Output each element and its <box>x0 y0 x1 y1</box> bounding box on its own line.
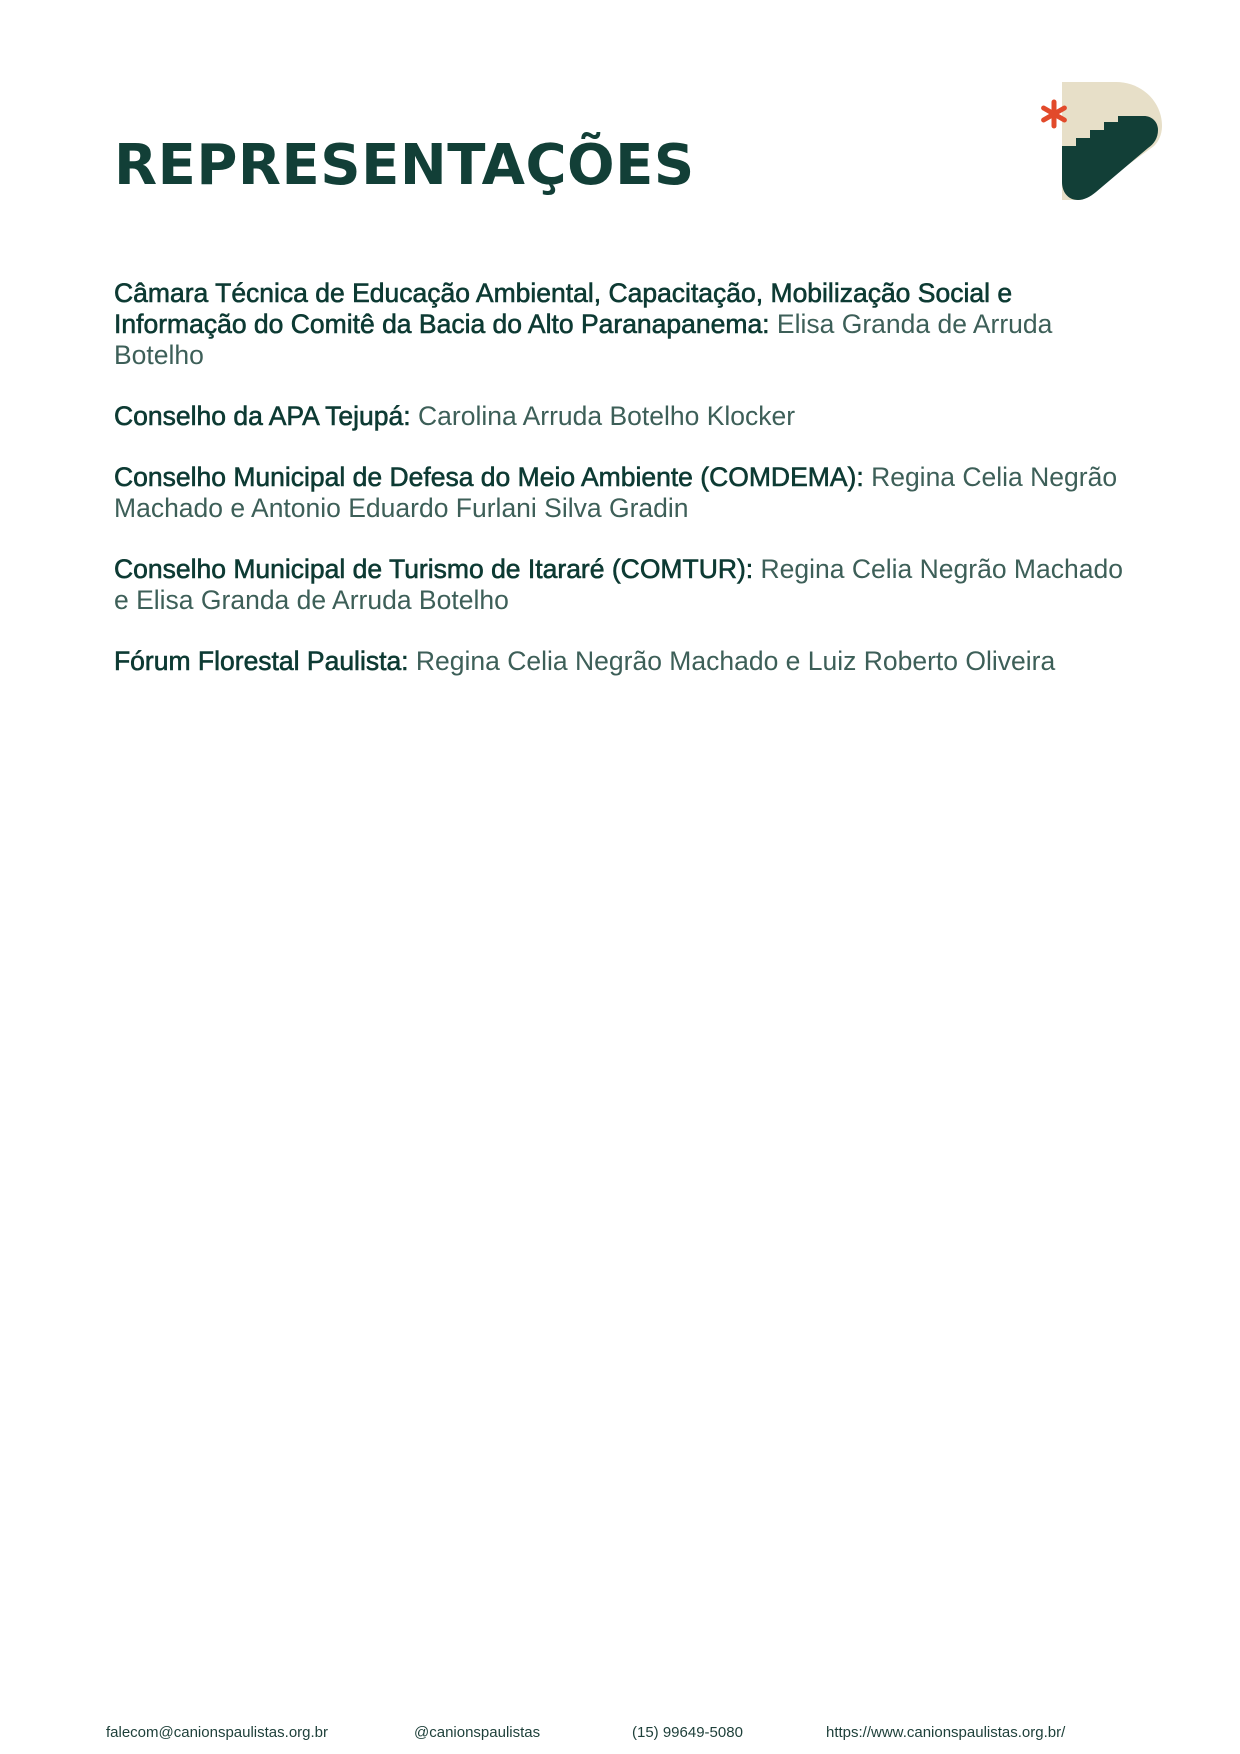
footer <box>0 1724 1240 1748</box>
entry-names: Regina Celia Negrão Machado e Antonio Eduardo Furlani Silva Gradin <box>114 462 1118 523</box>
page-title: REPRESENTAÇÕES <box>114 133 695 198</box>
entry-label: Conselho da APA Tejupá: <box>114 401 411 431</box>
entry-label: Câmara Técnica de Educação Ambiental, Capacitação, Mobilização Social e Informação do Comitê da Bacia do Alto Paranapanema: <box>114 278 1013 339</box>
entry-names: Carolina Arruda Botelho Klocker <box>418 401 796 431</box>
entry-names: Elisa Granda de Arruda Botelho <box>114 309 1053 370</box>
entry-label: Conselho Municipal de Defesa do Meio Ambiente (COMDEMA): <box>114 462 864 492</box>
entry-names: Regina Celia Negrão Machado e Luiz Roberto Oliveira <box>415 646 1056 676</box>
entry-label: Conselho Municipal de Turismo de Itararé (COMTUR): <box>114 554 754 584</box>
footer-phone[interactable]: (15) 99649-5080 <box>632 1724 743 1741</box>
list-item <box>114 401 1124 432</box>
asterisk-icon <box>1044 102 1065 126</box>
entry-names: Regina Celia Negrão Machado e Elisa Granda de Arruda Botelho <box>114 554 1123 615</box>
list-item <box>114 278 1124 371</box>
footer-social-handle[interactable]: @canionspaulistas <box>414 1724 541 1741</box>
list-item <box>114 462 1124 524</box>
representations-list <box>114 278 1124 707</box>
footer-website-link[interactable]: https://www.canionspaulistas.org.br/ <box>826 1724 1066 1741</box>
list-item <box>114 646 1124 677</box>
entry-label: Fórum Florestal Paulista: <box>114 646 409 676</box>
footer-email-link[interactable]: falecom@canionspaulistas.org.br <box>106 1724 329 1741</box>
canions-paulistas-logo-icon <box>1040 82 1162 200</box>
list-item <box>114 554 1124 616</box>
